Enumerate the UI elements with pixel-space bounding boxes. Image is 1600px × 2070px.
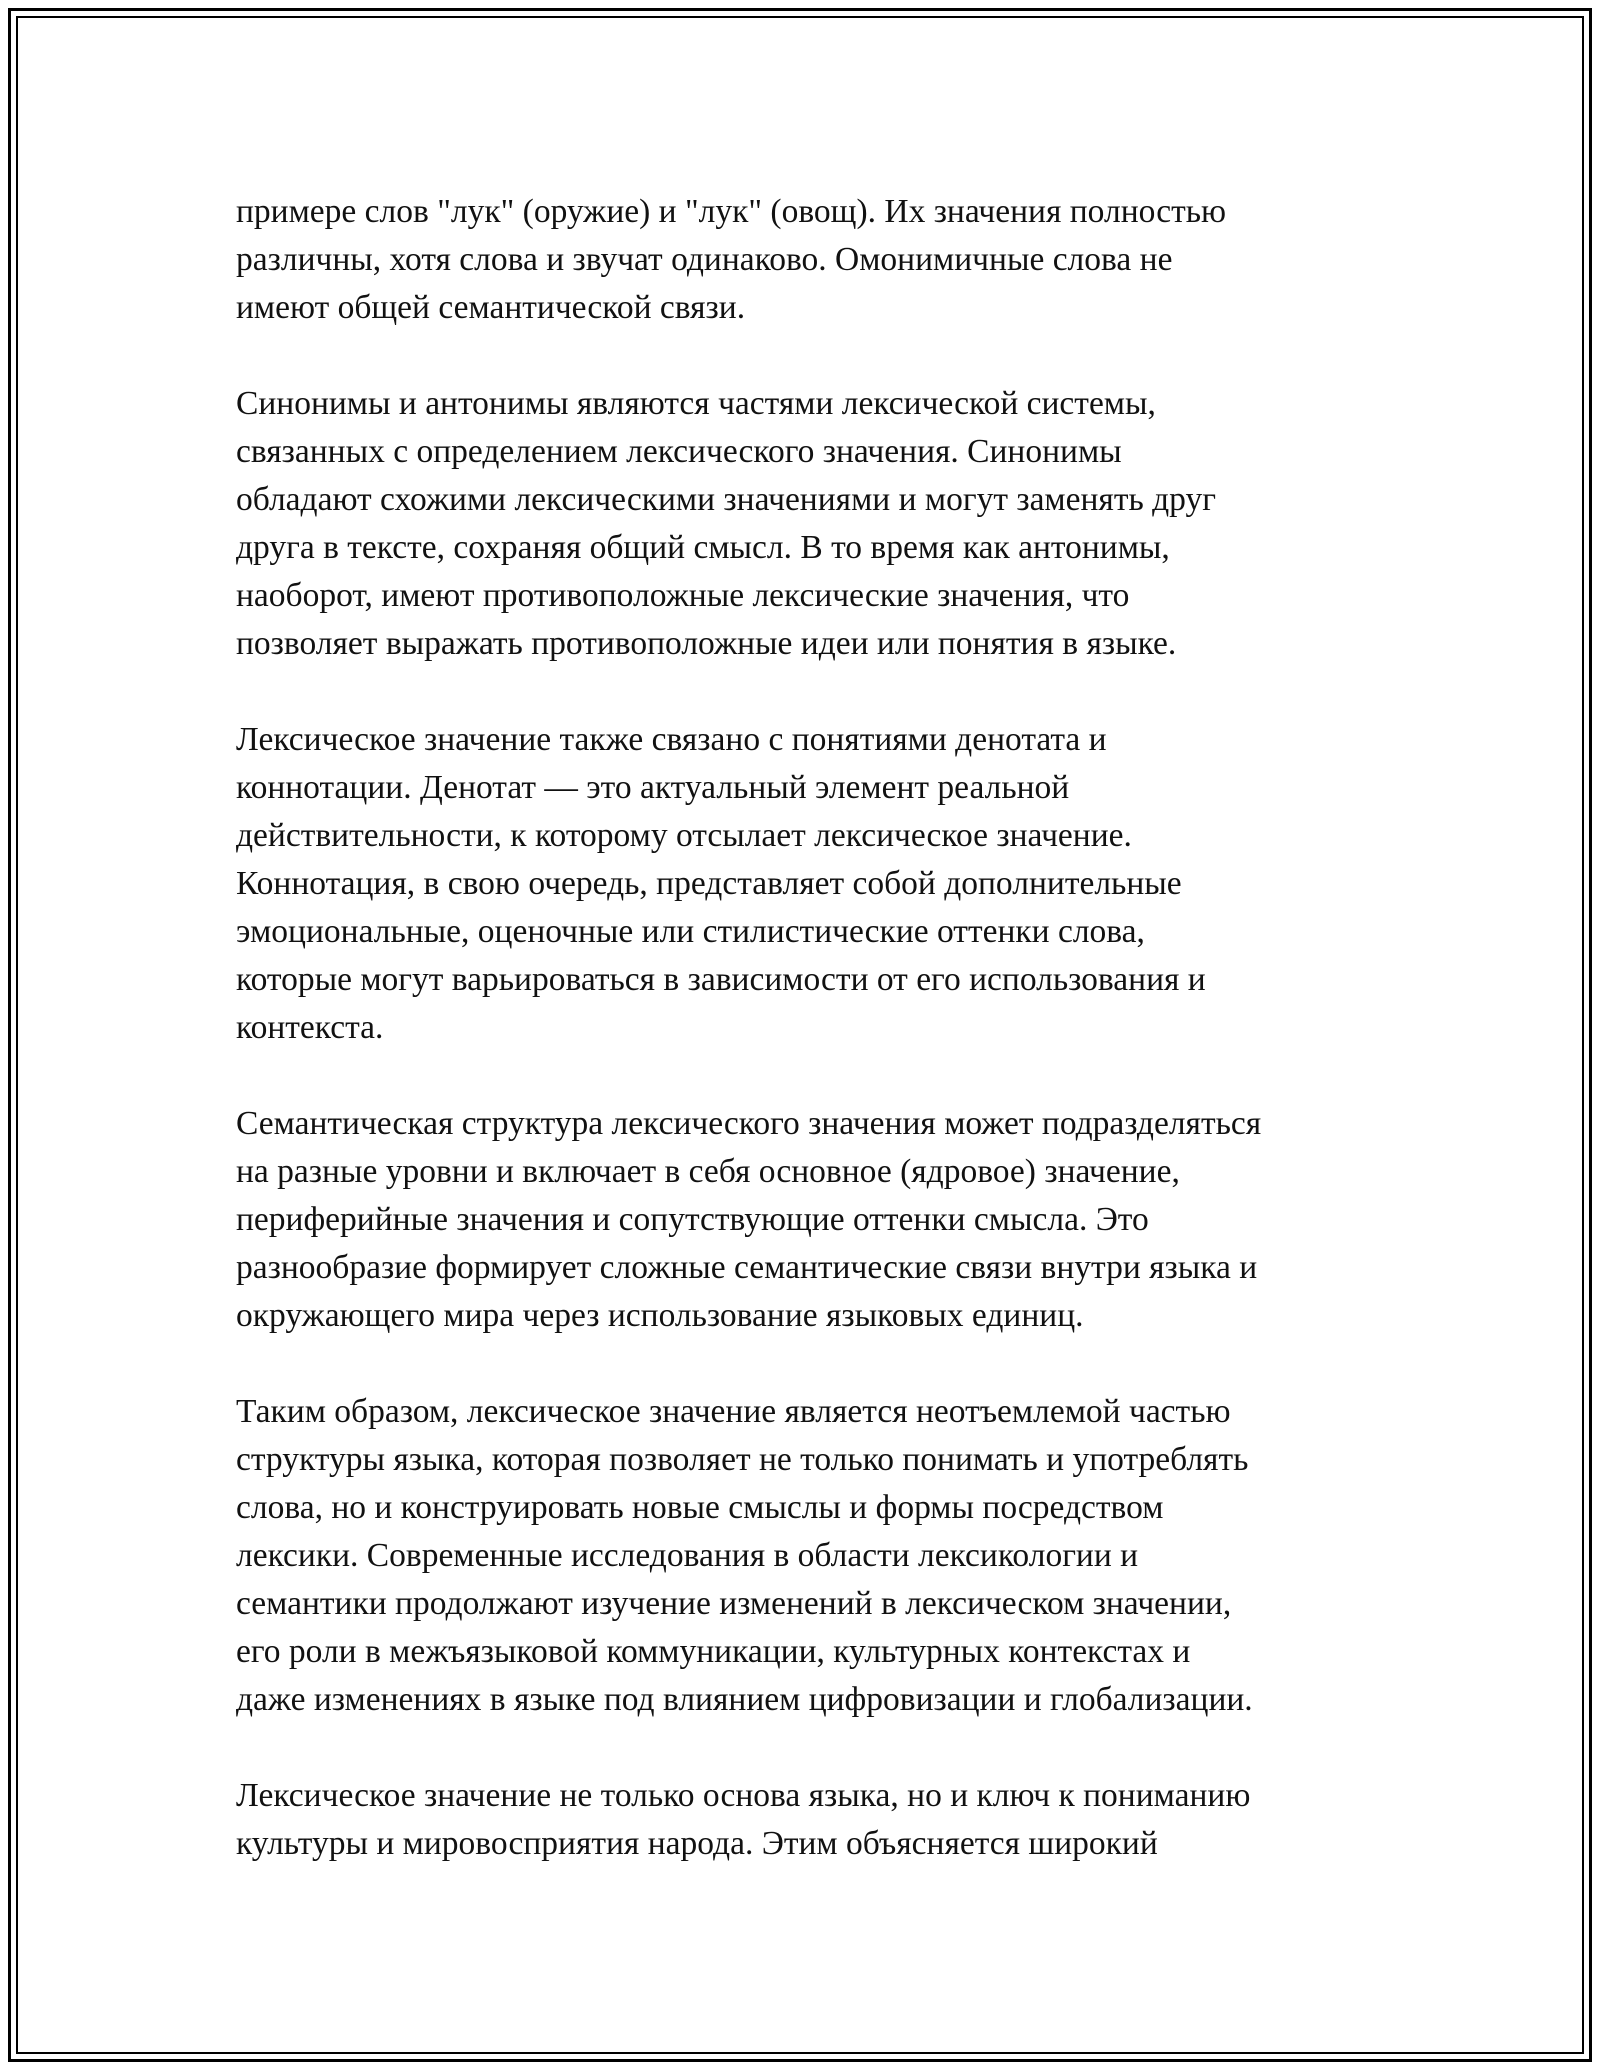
text-line: наоборот, имеют противоположные лексические значения, что — [236, 577, 1130, 614]
text-line: его роли в межъязыковой коммуникации, культурных контекстах и — [236, 1633, 1191, 1670]
text-line: Лексическое значение также связано с понятиями денотата и — [236, 721, 1107, 758]
text-line: на разные уровни и включает в себя основное (ядровое) значение, — [236, 1153, 1180, 1190]
text-line: структуры языка, которая позволяет не только понимать и употреблять — [236, 1441, 1249, 1478]
text-line: которые могут варьироваться в зависимости от его использования и — [236, 961, 1206, 998]
paragraph-synonyms-antonyms — [236, 380, 1376, 668]
text-line: Таким образом, лексическое значение является неотъемлемой частью — [236, 1393, 1231, 1430]
text-line: семантики продолжают изучение изменений в лексическом значении, — [236, 1585, 1232, 1622]
text-line: Синонимы и антонимы являются частями лексической системы, — [236, 385, 1156, 422]
paragraph-conclusion — [236, 1388, 1376, 1724]
text-line: обладают схожими лексическими значениями и могут заменять друг — [236, 481, 1216, 518]
paragraph-homonyms — [236, 188, 1376, 332]
text-line: Семантическая структура лексического значения может подразделяться — [236, 1105, 1262, 1142]
text-line: периферийные значения и сопутствующие оттенки смысла. Это — [236, 1201, 1149, 1238]
text-line: позволяет выражать противоположные идеи или понятия в языке. — [236, 625, 1177, 662]
text-line: связанных с определением лексического значения. Синонимы — [236, 433, 1122, 470]
text-line: Коннотация, в свою очередь, представляет собой дополнительные — [236, 865, 1182, 902]
text-line: разнообразие формирует сложные семантические связи внутри языка и — [236, 1249, 1258, 1286]
text-line: контекста. — [236, 1009, 384, 1046]
text-line: действительности, к которому отсылает лексическое значение. — [236, 817, 1132, 854]
paragraph-semantic-structure — [236, 1100, 1376, 1340]
text-line: культуры и мировосприятия народа. Этим объясняется широкий — [236, 1825, 1158, 1862]
text-line: окружающего мира через использование языковых единиц. — [236, 1297, 1084, 1334]
text-line: слова, но и конструировать новые смыслы и формы посредством — [236, 1489, 1164, 1526]
paragraph-denotation-connotation — [236, 716, 1376, 1052]
text-line: имеют общей семантической связи. — [236, 289, 746, 326]
text-line: эмоциональные, оценочные или стилистические оттенки слова, — [236, 913, 1145, 950]
text-line: Лексическое значение не только основа языка, но и ключ к пониманию — [236, 1777, 1251, 1814]
text-line: различны, хотя слова и звучат одинаково. Омонимичные слова не — [236, 241, 1173, 278]
text-line: лексики. Современные исследования в области лексикологии и — [236, 1537, 1139, 1574]
text-line: коннотации. Денотат — это актуальный элемент реальной — [236, 769, 1070, 806]
text-line: даже изменениях в языке под влиянием цифровизации и глобализации. — [236, 1681, 1253, 1718]
text-line: примере слов "лук" (оружие) и "лук" (овощ). Их значения полностью — [236, 193, 1227, 230]
paragraph-culture — [236, 1772, 1376, 1868]
document-body — [236, 188, 1376, 1916]
text-line: друга в тексте, сохраняя общий смысл. В то время как антонимы, — [236, 529, 1170, 566]
